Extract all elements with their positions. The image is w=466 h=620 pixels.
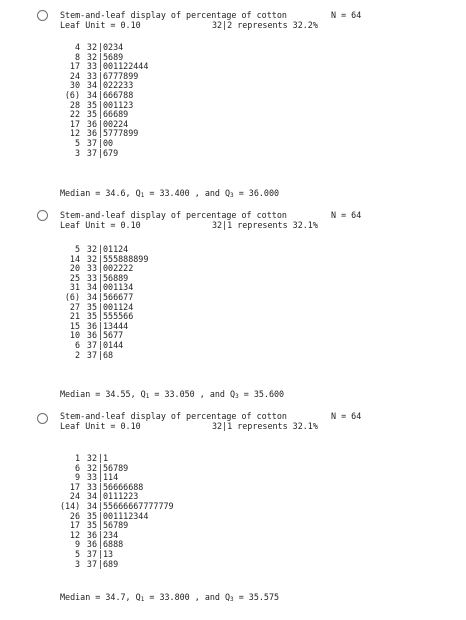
depth-count: (6) bbox=[64, 291, 80, 302]
stem-divider: | bbox=[98, 529, 104, 540]
stem-value: 34 bbox=[86, 80, 97, 91]
stem-value: 37 bbox=[86, 548, 97, 559]
leaf-values: 56666688 bbox=[103, 481, 144, 492]
represents-note: 32|1 represents 32.1% bbox=[212, 220, 318, 230]
stem-value: 36 bbox=[86, 118, 97, 129]
option-title: Stem-and-leaf display of percentage of cotton bbox=[60, 210, 287, 220]
option-title: Stem-and-leaf display of percentage of cotton bbox=[60, 411, 287, 421]
leaf-values: 5689 bbox=[103, 51, 124, 62]
stem-value: 37 bbox=[86, 137, 97, 148]
stem-value: 37 bbox=[86, 147, 97, 158]
stem-value: 34 bbox=[86, 291, 97, 302]
stem-value: 36 bbox=[86, 330, 97, 341]
stem-divider: | bbox=[98, 42, 104, 52]
depth-count: 3 bbox=[74, 147, 80, 158]
sample-size: N = 64 bbox=[331, 10, 362, 20]
depth-count: 27 bbox=[69, 301, 80, 312]
stem-divider: | bbox=[98, 128, 104, 139]
depth-count: 6 bbox=[74, 339, 80, 350]
stem-divider: | bbox=[98, 320, 104, 331]
depth-count: 6 bbox=[74, 462, 80, 473]
stem-value: 33 bbox=[86, 70, 97, 81]
leaf-values: 01124 bbox=[103, 244, 129, 254]
stem-value: 35 bbox=[86, 301, 97, 312]
leaf-values: 234 bbox=[103, 529, 119, 540]
stem-value: 33 bbox=[86, 263, 97, 274]
leaf-values: 002222 bbox=[103, 263, 134, 274]
radio-button-2[interactable] bbox=[37, 210, 48, 221]
stem-divider: | bbox=[98, 137, 104, 148]
stem-divider: | bbox=[98, 89, 104, 100]
leaf-values: 68 bbox=[103, 349, 114, 360]
depth-count: 8 bbox=[74, 51, 80, 62]
depth-count: (6) bbox=[64, 89, 80, 100]
stem-divider: | bbox=[98, 311, 104, 322]
stem-divider: | bbox=[98, 51, 104, 62]
leaf-values: 0144 bbox=[103, 339, 124, 350]
radio-button-3[interactable] bbox=[37, 413, 48, 424]
represents-note: 32|1 represents 32.1% bbox=[212, 421, 318, 431]
stem-divider: | bbox=[98, 301, 104, 312]
depth-count: 25 bbox=[69, 272, 80, 283]
depth-count: 5 bbox=[74, 137, 80, 148]
stem-value: 32 bbox=[86, 462, 97, 473]
stem-divider: | bbox=[98, 558, 104, 569]
stem-value: 35 bbox=[86, 311, 97, 322]
depth-count: 3 bbox=[74, 558, 80, 569]
leaf-values: 001123 bbox=[103, 99, 134, 110]
leaf-values: 13444 bbox=[103, 320, 129, 331]
stem-divider: | bbox=[98, 481, 104, 492]
leaf-values: 001134 bbox=[103, 282, 134, 293]
stem-divider: | bbox=[98, 472, 104, 483]
stem-value: 34 bbox=[86, 282, 97, 293]
depth-count: 9 bbox=[74, 539, 80, 550]
depth-count: 30 bbox=[69, 80, 80, 91]
depth-count: 15 bbox=[69, 320, 80, 331]
summary-stats: Median = 34.6, $Q_1 = 33.400$ , and $Q_3 = 36.000$ bbox=[60, 188, 280, 199]
stem-value: 32 bbox=[86, 453, 97, 463]
leaf-values: 114 bbox=[103, 472, 119, 483]
leaf-values: 555888899 bbox=[103, 253, 149, 264]
stem-divider: | bbox=[98, 253, 104, 264]
depth-count: 14 bbox=[69, 253, 80, 264]
leaf-values: 66689 bbox=[103, 109, 129, 120]
stem-divider: | bbox=[98, 453, 104, 463]
leaf-unit: Leaf Unit = 0.10 bbox=[60, 421, 141, 431]
stem-value: 32 bbox=[86, 244, 97, 254]
stem-divider: | bbox=[98, 70, 104, 81]
sample-size: N = 64 bbox=[331, 210, 362, 220]
stem-divider: | bbox=[98, 510, 104, 521]
leaf-values: 1 bbox=[103, 453, 109, 463]
leaf-values: 5677 bbox=[103, 330, 124, 341]
stem-divider: | bbox=[98, 520, 104, 531]
depth-count: 20 bbox=[69, 263, 80, 274]
leaf-values: 5777899 bbox=[103, 128, 139, 139]
represents-note: 32|2 represents 32.2% bbox=[212, 20, 318, 30]
stem-value: 37 bbox=[86, 349, 97, 360]
stem-value: 36 bbox=[86, 529, 97, 540]
leaf-values: 13 bbox=[103, 548, 114, 559]
leaf-values: 001112344 bbox=[103, 510, 149, 521]
depth-count: 26 bbox=[69, 510, 80, 521]
stem-divider: | bbox=[98, 244, 104, 254]
leaf-values: 6777899 bbox=[103, 70, 139, 81]
stem-value: 33 bbox=[86, 481, 97, 492]
depth-count: 5 bbox=[74, 548, 80, 559]
leaf-values: 56789 bbox=[103, 462, 129, 473]
stem-value: 35 bbox=[86, 109, 97, 120]
leaf-values: 566677 bbox=[103, 291, 134, 302]
stem-value: 33 bbox=[86, 472, 97, 483]
leaf-values: 679 bbox=[103, 147, 119, 158]
leaf-values: 0111223 bbox=[103, 491, 139, 502]
depth-count: 4 bbox=[74, 42, 80, 52]
option-title: Stem-and-leaf display of percentage of cotton bbox=[60, 10, 287, 20]
summary-stats: Median = 34.55, $Q_1 = 33.050$ , and $Q_3 = 35.600$ bbox=[60, 389, 285, 400]
depth-count: 17 bbox=[69, 61, 80, 72]
summary-stats: Median = 34.7, $Q_1 = 33.800$ , and $Q_3 = 35.575$ bbox=[60, 592, 280, 603]
depth-count: 5 bbox=[74, 244, 80, 254]
stem-divider: | bbox=[98, 330, 104, 341]
leaf-unit: Leaf Unit = 0.10 bbox=[60, 220, 141, 230]
stem-value: 35 bbox=[86, 510, 97, 521]
stem-divider: | bbox=[98, 462, 104, 473]
stem-divider: | bbox=[98, 118, 104, 129]
depth-count: 10 bbox=[69, 330, 80, 341]
leaf-unit: Leaf Unit = 0.10 bbox=[60, 20, 141, 30]
leaf-values: 689 bbox=[103, 558, 119, 569]
depth-count: 22 bbox=[69, 109, 80, 120]
stem-divider: | bbox=[98, 61, 104, 72]
stem-divider: | bbox=[98, 109, 104, 120]
radio-button-1[interactable] bbox=[37, 10, 48, 21]
stem-value: 34 bbox=[86, 89, 97, 100]
depth-count: 17 bbox=[69, 118, 80, 129]
stem-divider: | bbox=[98, 272, 104, 283]
leaf-values: 55666667777779 bbox=[103, 500, 174, 511]
stem-value: 36 bbox=[86, 539, 97, 550]
stem-value: 36 bbox=[86, 320, 97, 331]
depth-count: 12 bbox=[69, 529, 80, 540]
stem-value: 32 bbox=[86, 51, 97, 62]
stem-value: 37 bbox=[86, 558, 97, 569]
stem-divider: | bbox=[98, 291, 104, 302]
stem-divider: | bbox=[98, 147, 104, 158]
depth-count: 9 bbox=[74, 472, 80, 483]
leaf-values: 56889 bbox=[103, 272, 129, 283]
stem-divider: | bbox=[98, 282, 104, 293]
stem-value: 32 bbox=[86, 253, 97, 264]
stem-value: 37 bbox=[86, 339, 97, 350]
depth-count: 24 bbox=[69, 70, 80, 81]
stem-value: 33 bbox=[86, 272, 97, 283]
depth-count: 12 bbox=[69, 128, 80, 139]
stem-value: 35 bbox=[86, 520, 97, 531]
stem-divider: | bbox=[98, 491, 104, 502]
stem-value: 34 bbox=[86, 491, 97, 502]
stem-divider: | bbox=[98, 539, 104, 550]
leaf-values: 555566 bbox=[103, 311, 134, 322]
leaf-values: 00 bbox=[103, 137, 114, 148]
leaf-values: 022233 bbox=[103, 80, 134, 91]
stem-value: 33 bbox=[86, 61, 97, 72]
leaf-values: 56789 bbox=[103, 520, 129, 531]
leaf-values: 666788 bbox=[103, 89, 134, 100]
stem-divider: | bbox=[98, 80, 104, 91]
depth-count: 2 bbox=[74, 349, 80, 360]
stem-value: 36 bbox=[86, 128, 97, 139]
stem-divider: | bbox=[98, 99, 104, 110]
stem-divider: | bbox=[98, 349, 104, 360]
depth-count: 24 bbox=[69, 491, 80, 502]
depth-count: 21 bbox=[69, 311, 80, 322]
stem-divider: | bbox=[98, 500, 104, 511]
stem-value: 32 bbox=[86, 42, 97, 52]
leaf-values: 0234 bbox=[103, 42, 124, 52]
stem-value: 34 bbox=[86, 500, 97, 511]
depth-count: 1 bbox=[74, 453, 80, 463]
depth-count: 28 bbox=[69, 99, 80, 110]
leaf-values: 6888 bbox=[103, 539, 124, 550]
stem-divider: | bbox=[98, 263, 104, 274]
stem-divider: | bbox=[98, 548, 104, 559]
depth-count: (14) bbox=[60, 500, 81, 511]
sample-size: N = 64 bbox=[331, 411, 362, 421]
leaf-values: 001124 bbox=[103, 301, 134, 312]
stem-divider: | bbox=[98, 339, 104, 350]
depth-count: 17 bbox=[69, 520, 80, 531]
depth-count: 31 bbox=[69, 282, 80, 293]
leaf-values: 001122444 bbox=[103, 61, 149, 72]
leaf-values: 00224 bbox=[103, 118, 129, 129]
stem-value: 35 bbox=[86, 99, 97, 110]
depth-count: 17 bbox=[69, 481, 80, 492]
